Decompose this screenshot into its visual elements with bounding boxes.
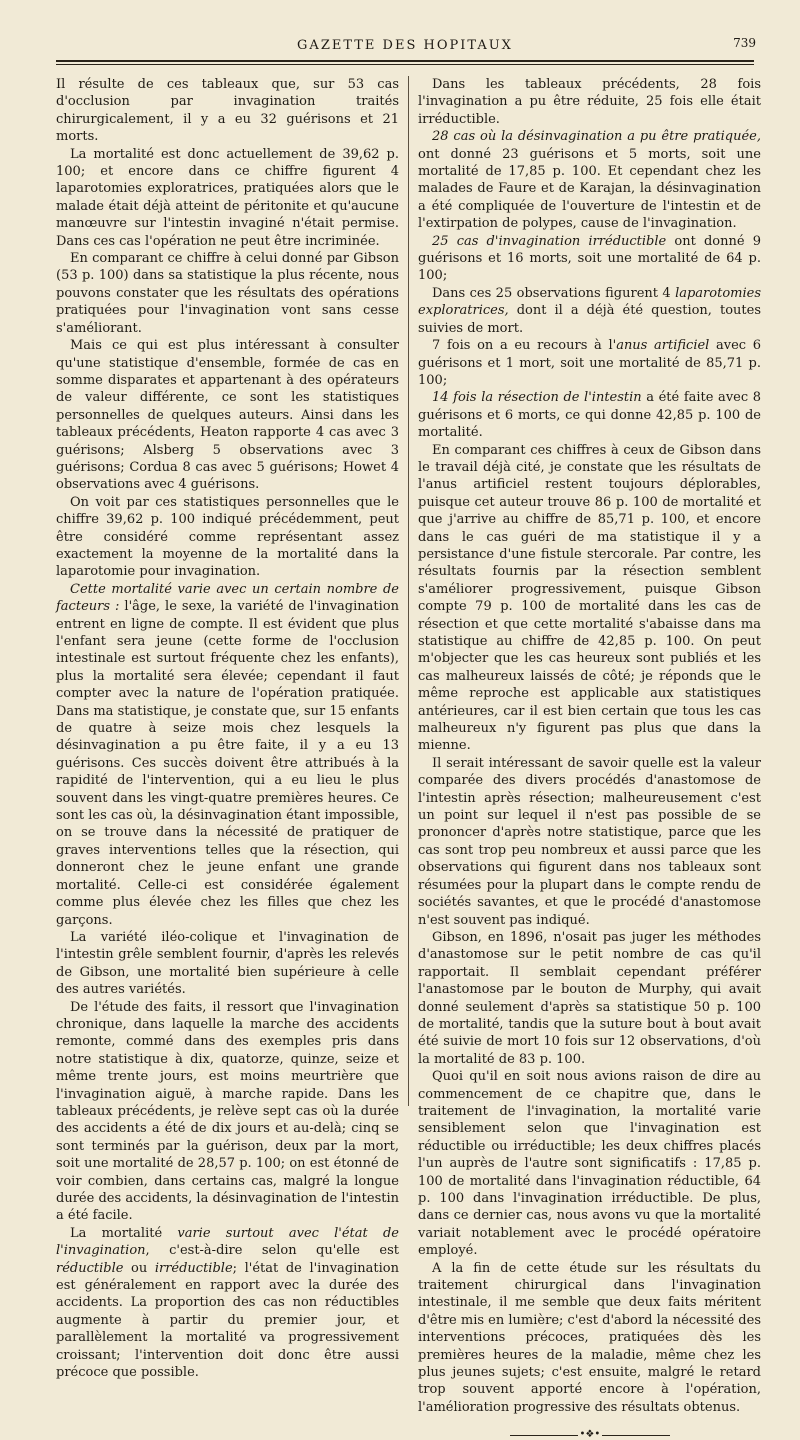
paragraph: La mortalité est donc actuellement de 39,62 p. 100; et encore dans ce chiffre figurent 4 laparotomies exploratrices, pratiquées alors que le malade était déjà atteint de péritonite et qu'aucune manœuvre sur l'intestin invaginé n'était permise. Dans ces cas l'opération ne peut être incriminée. [56,146,399,249]
paragraph: Mais ce qui est plus intéressant à consulter qu'une statistique d'ensemble, formée de cas en somme disparates et appartenant à des opérateurs de valeur différente, ce sont les statistiques personnelles de quelques auteurs. Ainsi dans les tableaux précédents, Heaton rapporte 4 cas avec 3 guérisons; Alsberg 5 observations avec 3 guérisons; Cordua 8 cas avec 5 guérisons; Howet 4 observations avec 4 guérisons. [56,338,399,493]
italic-phrase: 28 cas où la désinvagination a pu être pratiquée, [432,129,761,145]
paragraph: A la fin de cette étude sur les résultats du traitement chirurgical dans l'invagination intestinale, il me semble que deux faits méritent d'être mis en lumière; c'est d'abord la nécessité des interventions précoces, pratiquées dès les premières heures de la maladie, même chez les plus jeunes sujets; c'est ensuite, malgré le retard trop souvent apporté encore à l'opération, l'amélioration progressive des résultats obtenus. [418,1260,761,1415]
header-rule [56,60,754,62]
paragraph: On voit par ces statistiques personnelles que le chiffre 39,62 p. 100 indiqué précédemment, peut être considéré comme représentant assez exactement la moyenne de la mortalité dans la laparotomie pour invagination. [56,494,399,580]
paragraph-text: a été faite avec 8 guérisons et 6 morts, ce qui donne 42,85 p. 100 de mortalité. [418,390,762,441]
paragraph [418,337,761,389]
left-column [56,76,399,1381]
paragraph-text: ou [123,1260,155,1276]
paragraph-text: 7 fois on a eu recours à l' [432,338,617,354]
column-divider [408,76,409,1106]
paragraph-text: Dans ces 25 observations figurent 4 [432,285,676,301]
header-rule-thin [56,64,754,65]
paragraph-text: ; l'état de l'invagination est généralement en rapport avec la durée des accidents. La proportion des cas non réductibles augmente à partir du premier jour, et parallèlement la mortalité va progressivement croissant; l'intervention doit donc être aussi précoce que possible. [56,1260,399,1381]
italic-phrase: laparotomies exploratrices, [418,285,761,319]
end-ornament-rule [510,1430,670,1440]
italic-phrase: anus artificiel [616,338,710,354]
paragraph: En comparant ces chiffres à ceux de Gibson dans le travail déjà cité, je constate que les résultats de l'anus artificiel restent toujours déplorables, puisque cet auteur trouve 86 p. 100 de mortalité et que j'arrive au chiffre de 85,71 p. 100, et encore dans le cas guéri de ma statistique il y a persistance d'une fistule stercorale. Par contre, les résultats fournis par la résection semblent s'améliorer progressivement, puisque Gibson compte 79 p. 100 de mortalité dans les cas de résection et que cette mortalité s'abaisse dans ma statistique au chiffre de 42,85 p. 100. On peut m'objecter que les cas heureux sont publiés et les cas malheureux laissés de côté; je réponds que le même reproche est applicable aux statistiques antérieures, car il est bien certain que tous les cas malheureux n'y figurent pas plus que dans la mienne. [418,442,761,754]
ornament-glyph: •❖• [579,1429,601,1440]
paragraph-text: ont donné 9 guérisons et 16 morts, soit une mortalité de 64 p. 100; [418,233,761,284]
paragraph [418,128,761,232]
paragraph: Quoi qu'il en soit nous avions raison de dire au commencement de ce chapitre que, dans le traitement de l'invagination, la mortalité varie sensiblement selon que l'invagination est réductible ou irréductible; les deux chiffres placés l'un auprès de l'autre sont significatifs : 17,85 p. 100 de mortalité dans l'invagination réductible, 64 p. 100 dans l'invagination irréductible. De plus, dans ce dernier cas, nous avons vu que la mortalité variait notablement avec le procédé opératoire employé. [418,1069,761,1259]
paragraph: Il serait intéressant de savoir quelle est la valeur comparée des divers procédés d'anastomose de l'intestin après résection; malheureusement c'est un point sur lequel il n'est pas possible de se prononcer d'après notre statistique, parce que les cas sont trop peu nombreux et aussi parce que les observations qui figurent dans nos tableaux sont résumées pour la plupart dans le compte rendu de sociétés savantes, et que le procédé d'anastomose n'est souvent pas indiqué. [418,755,761,928]
page-number: 739 [733,36,756,50]
paragraph [56,1225,399,1382]
paragraph [418,285,761,337]
italic-phrase: réductible [56,1260,124,1276]
italic-phrase: 25 cas d'invagination irréductible [432,233,667,249]
running-title: GAZETTE DES HOPITAUX [297,38,513,53]
paragraph [418,233,761,285]
italic-phrase: 14 fois la résection de l'intestin [432,390,642,406]
paragraph-text: l'âge, le sexe, la variété de l'invagination entrent en ligne de compte. Il est évident que plus l'enfant sera jeune (cette forme de l'occlusion intestinale est surtout fréquente chez les enfants), plus la mortalité sera élevée; cependant il faut compter avec la nature de l'opération pratiquée. Dans ma statistique, je constate que, sur 15 enfants de quatre à seize mois chez lesquels la désinvagination a pu être faite, il y a eu 13 guérisons. Ces succès doivent être attribués à la rapidité de l'intervention, qui a eu lieu le plus souvent dans les vingt-quatre premières heures. Ce sont les cas où, la désinvagination étant impossible, on se trouve dans la nécessité de pratiquer de graves interventions telles que la résection, qui donneront chez le jeune enfant une grande mortalité. Celle-ci est considérée également comme plus élevée chez les filles que chez les garçons. [56,599,399,928]
italic-phrase: irréductible [154,1260,233,1276]
paragraph: Dans les tableaux précédents, 28 fois l'invagination a pu être réduite, 25 fois elle était irréductible. [418,77,761,127]
paragraph: En comparant ce chiffre à celui donné par Gibson (53 p. 100) dans sa statistique la plus récente, nous pouvons constater que les résultats des opérations pratiquées pour l'invagination vont sans cesse s'améliorant. [56,251,399,336]
italic-phrase: Cette mortalité varie avec un certain nombre de facteurs : [56,581,399,615]
italic-phrase: varie surtout avec l'état de l'invagination [56,1225,399,1259]
paragraph [418,389,761,441]
paragraph: La variété iléo-colique et l'invagination de l'intestin grêle semblent fournir, d'après les relevés de Gibson, une mortalité bien supérieure à celle des autres variétés. [56,929,399,998]
paragraph-text: La mortalité [70,1225,178,1241]
paragraph: Il résulte de ces tableaux que, sur 53 cas d'occlusion par invagination traités chirurgicalement, il y a eu 32 guérisons et 21 morts. [56,77,399,145]
paragraph [56,581,399,929]
right-column [418,76,761,1440]
paragraph: De l'étude des faits, il ressort que l'invagination chronique, dans laquelle la marche des accidents remonte, commé dans des exemples pris dans notre statistique à dix, quatorze, quinze, seize et même trente jours, est moins meurtrière que l'invagination aiguë, à marche rapide. Dans les tableaux précédents, je relève sept cas où la durée des accidents a été de dix jours et au-delà; cinq se sont terminés par la guérison, deux par la mort, soit une mortalité de 28,57 p. 100; on est étonné de voir combien, dans certains cas, malgré la longue durée des accidents, la désinvagination de l'intestin a été facile. [56,999,399,1224]
paragraph-text: ont donné 23 guérisons et 5 morts, soit une mortalité de 17,85 p. 100. Et cependant chez les malades de Faure et de Karajan, la désinvagination a été compliquée de l'ouverture de l'intestin et de l'extirpation de polypes, cause de l'invagination. [418,146,761,232]
paragraph: Gibson, en 1896, n'osait pas juger les méthodes d'anastomose sur le petit nombre de cas qu'il rapportait. Il semblait cependant préférer l'anastomose par le bouton de Murphy, qui avait donné seulement d'après sa statistique 50 p. 100 de mortalité, tandis que la suture bout à bout avait été suivie de mort 10 fois sur 12 observations, d'où la mortalité de 83 p. 100. [418,929,761,1067]
paragraph-text: avec 6 guérisons et 1 mort, soit une mortalité de 85,71 p. 100; [418,338,762,388]
paragraph-text: dont il a déjà été question, toutes suivies de mort. [418,303,761,336]
paragraph-text: , c'est-à-dire selon qu'elle est [145,1243,399,1259]
